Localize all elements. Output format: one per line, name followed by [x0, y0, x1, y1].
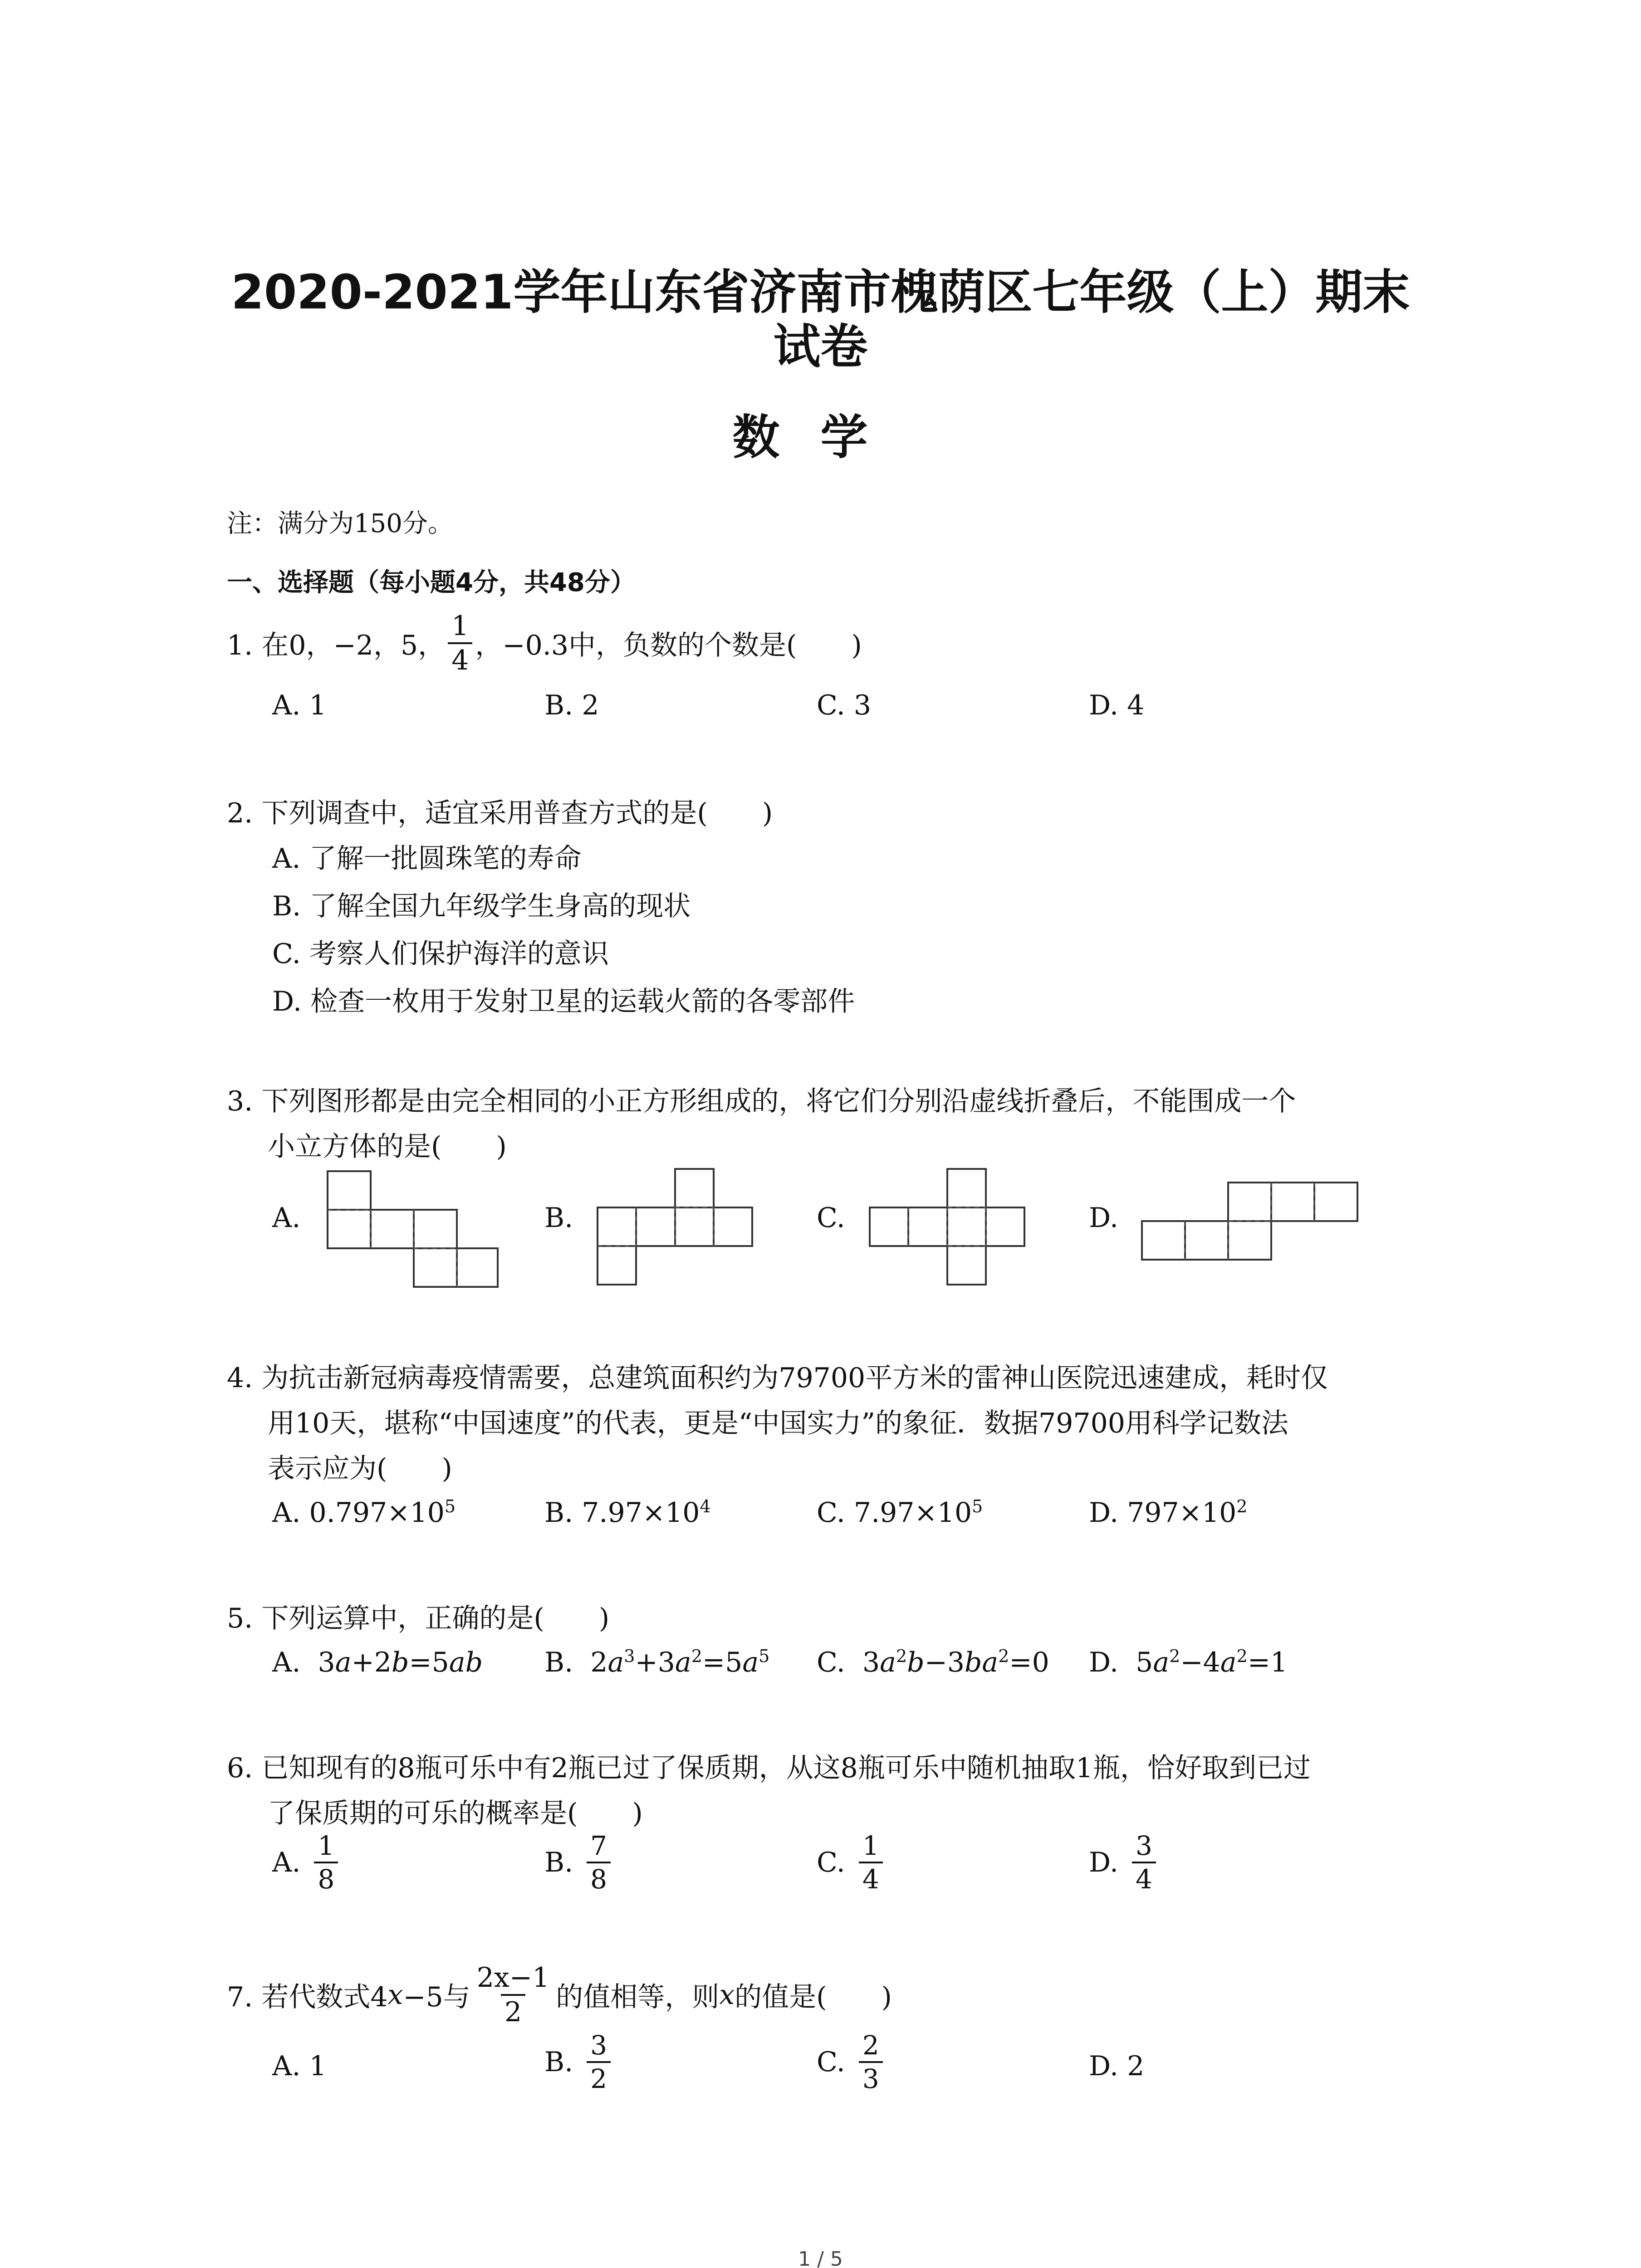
q1-option-c[interactable]: C. 3	[817, 689, 872, 721]
q7-option-c[interactable]	[817, 2032, 886, 2092]
q6-option-a[interactable]	[272, 1830, 341, 1895]
option-label: B.	[544, 1847, 573, 1878]
question-1-fraction	[448, 612, 472, 674]
q6-option-c[interactable]	[817, 1830, 886, 1895]
fraction-denominator: 8	[314, 1862, 338, 1892]
question-7-text-post2: 的值是( )	[735, 1981, 892, 2013]
fraction-numerator: 1	[451, 610, 469, 642]
option-text: A. 0.797×10	[272, 1497, 445, 1529]
fraction-denominator: 2	[501, 1994, 525, 2026]
page-title-continued: 试卷	[773, 319, 868, 374]
exponent: 5	[444, 1496, 456, 1516]
q4-option-a[interactable]	[272, 1497, 456, 1529]
question-6-line2: 了保质期的可乐的概率是( )	[268, 1798, 643, 1829]
question-4-line2: 用10天，堪称“中国速度”的代表，更是“中国实力”的象征．数据79700用科学记数法	[268, 1408, 1288, 1439]
q5-option-c[interactable]: C. $3a^2b-3ba^2=0$	[817, 1646, 1049, 1678]
option-fraction	[1132, 1830, 1156, 1895]
fraction-numerator: 7	[590, 1830, 607, 1861]
question-3-line2: 小立方体的是( )	[268, 1131, 507, 1163]
q1-option-a[interactable]: A. 1	[272, 689, 327, 721]
q3-option-d-net-diagram	[1141, 1182, 1368, 1272]
q5-option-b[interactable]: B. $2a^3+3a^2=5a^5$	[544, 1646, 770, 1678]
option-fraction	[314, 1830, 338, 1895]
question-7	[227, 1964, 892, 2026]
exponent: 2	[1236, 1496, 1248, 1516]
q2-option-d[interactable]: D. 检查一枚用于发射卫星的运载火箭的各零部件	[272, 986, 855, 1017]
fraction-numerator: 2x−1	[476, 1962, 550, 1994]
fraction-denominator: 4	[1132, 1862, 1156, 1892]
variable-x: x	[719, 1979, 735, 2011]
option-label: C.	[817, 2046, 845, 2078]
question-4-line3: 表示应为( )	[268, 1453, 452, 1485]
exponent: 4	[700, 1496, 711, 1516]
q3-option-d[interactable]: D.	[1089, 1202, 1119, 1234]
fraction-denominator: 3	[859, 2061, 883, 2092]
question-2: 2. 下列调查中，适宜采用普查方式的是( )	[227, 797, 773, 829]
question-7-fraction	[473, 1964, 553, 2026]
q4-option-d[interactable]	[1089, 1497, 1247, 1529]
option-text: B. 7.97×10	[544, 1497, 700, 1529]
fraction-denominator: 4	[448, 642, 472, 674]
option-text: D. 797×10	[1089, 1497, 1237, 1529]
question-7-text-post: 的值相等，则	[556, 1981, 720, 2013]
fraction-numerator: 1	[318, 1830, 335, 1861]
q2-option-c[interactable]: C. 考察人们保护海洋的意识	[272, 938, 609, 970]
fraction-numerator: 3	[590, 2030, 607, 2061]
fraction-numerator: 1	[862, 1830, 879, 1861]
option-label: A.	[272, 1847, 301, 1878]
option-label: B.	[544, 2046, 573, 2078]
option-label: D.	[1089, 1847, 1119, 1878]
q1-option-d[interactable]: D. 4	[1089, 689, 1145, 721]
option-fraction	[859, 2032, 883, 2092]
fraction-denominator: 4	[859, 1862, 883, 1892]
option-fraction	[587, 2032, 611, 2092]
option-fraction	[587, 1830, 611, 1895]
question-1-text-pre: 1. 在0，−2，5，	[227, 630, 446, 661]
exponent: 5	[972, 1496, 983, 1516]
score-note: 注：满分为150分。	[227, 509, 453, 538]
q3-option-c[interactable]: C.	[817, 1202, 845, 1234]
question-7-text-pre: 7. 若代数式4	[227, 1981, 388, 2013]
option-fraction	[859, 1830, 883, 1895]
variable-x: x	[387, 1979, 403, 2011]
question-7-text-pre2: −5与	[403, 1981, 470, 2013]
q3-option-c-net-diagram	[869, 1168, 1041, 1290]
question-1-text-post: ，−0.3中，负数的个数是( )	[475, 630, 862, 661]
q7-option-b[interactable]	[544, 2032, 613, 2092]
page-number: 1 / 5	[798, 2248, 843, 2268]
q7-option-a[interactable]: A. 1	[272, 2050, 327, 2082]
question-3: 3. 下列图形都是由完全相同的小正方形组成的，将它们分别沿虚线折叠后，不能围成一个	[227, 1085, 1296, 1117]
q6-option-b[interactable]	[544, 1830, 613, 1895]
q7-option-d[interactable]: D. 2	[1089, 2050, 1145, 2082]
q5-option-d[interactable]: D. $5a^2-4a^2=1$	[1089, 1646, 1288, 1678]
subject-heading: 数学	[732, 410, 909, 465]
page-title: 2020-2021学年山东省济南市槐荫区七年级（上）期末	[231, 264, 1410, 320]
q3-option-a-net-diagram	[327, 1170, 499, 1288]
q4-option-b[interactable]	[544, 1497, 711, 1529]
section-heading: 一、选择题（每小题4分，共48分）	[227, 568, 636, 597]
q2-option-a[interactable]: A. 了解一批圆珠笔的寿命	[272, 843, 582, 875]
q3-option-b-net-diagram	[597, 1168, 769, 1290]
question-1	[227, 612, 862, 674]
q6-option-d[interactable]	[1089, 1830, 1159, 1895]
option-label: C.	[817, 1847, 845, 1878]
q4-option-c[interactable]	[817, 1497, 983, 1529]
fraction-denominator: 2	[587, 2061, 611, 2092]
fraction-denominator: 8	[587, 1862, 611, 1892]
q5-option-a[interactable]: A. 3a+2b=5ab	[272, 1647, 483, 1678]
q3-option-a[interactable]: A.	[272, 1202, 301, 1234]
fraction-numerator: 3	[1136, 1830, 1152, 1861]
option-text: C. 7.97×10	[817, 1497, 972, 1529]
q2-option-b[interactable]: B. 了解全国九年级学生身高的现状	[272, 890, 691, 922]
question-6: 6. 已知现有的8瓶可乐中有2瓶已过了保质期，从这8瓶可乐中随机抽取1瓶，恰好取到已过	[227, 1752, 1311, 1784]
q1-option-b[interactable]: B. 2	[544, 689, 599, 721]
question-4: 4. 为抗击新冠病毒疫情需要，总建筑面积约为79700平方米的雷神山医院迅速建成，耗时仅	[227, 1362, 1328, 1394]
question-5: 5. 下列运算中，正确的是( )	[227, 1603, 610, 1634]
q3-option-b[interactable]: B.	[544, 1202, 573, 1234]
fraction-numerator: 2	[862, 2030, 879, 2061]
